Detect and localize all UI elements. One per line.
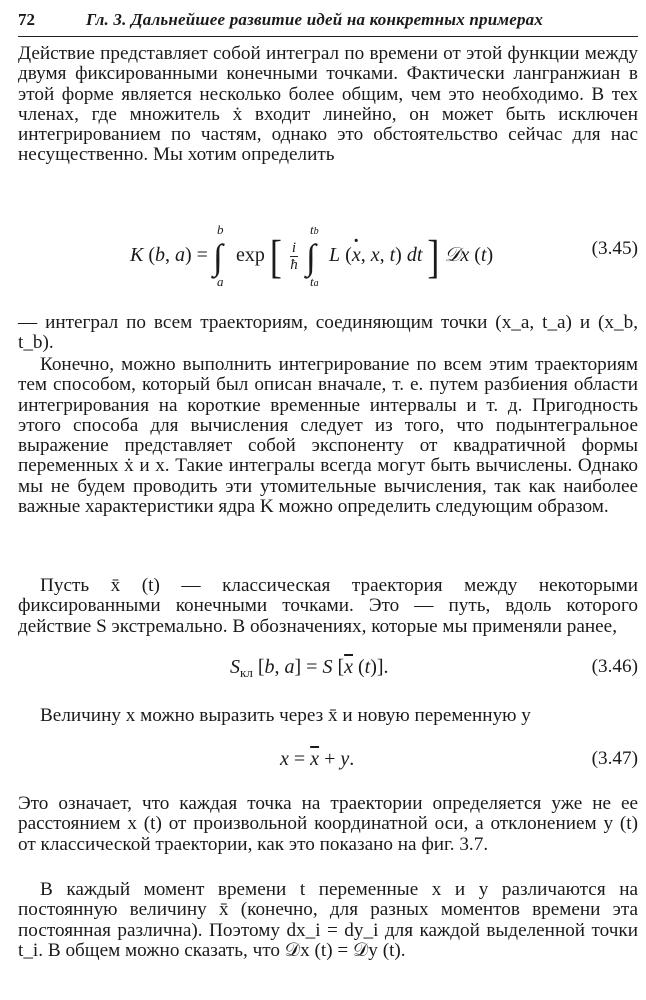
paragraph-3 <box>18 355 638 517</box>
paragraph-4-text: Пусть x̄ (t) — классическая траектория между некоторыми фиксированными конечными точками. Это — путь, вдоль которого действие S экстремально. В обозначениях, которые мы применяли ранее, <box>18 575 638 637</box>
equation-number-3-45: (3.45) <box>591 238 638 259</box>
book-page <box>18 0 638 1000</box>
paragraph-6-text: Это означает, что каждая точка на траектории определяется уже не ее расстоянием x (t) от произвольной координатной оси, а отклонением y (t) от классической траектории, как это показано на фиг. 3.7. <box>18 793 638 855</box>
paragraph-5-text: Величину x можно выразить через x̄ и новую переменную y <box>40 705 531 726</box>
paragraph-7-text: В каждый момент времени t переменные x и y различаются на постоянную величину x̄ (конечно, для разных моментов времени эта постоянная различна). Поэтому dx_i = dy_i для каждой выделенной точки t_i. В общем можно сказать, что 𝒟x (t) = 𝒟y (t). <box>18 879 638 961</box>
paragraph-3-text: Конечно, можно выполнить интегрирование по всем этим траекториям тем способом, который был описан вначале, т. е. путем разбиения области интегрирования на короткие временные интервалы и т. д. Пригодность этого способа для вычисления следует из того, что подынтегральное выражение представляет собой экспоненту от квадратичной формы переменных ẋ и x. Такие интегралы всегда могут быть вычислены. Однако мы не будем проводить эти утомительные вычисления, так как наиболее важные характеристики ядра K можно определить следующим образом. <box>18 354 638 518</box>
paragraph-2-text: — интеграл по всем траекториям, соединяющим точки (x_a, t_a) и (x_b, t_b). <box>18 312 638 354</box>
paragraph-1-text: Действие представляет собой интеграл по времени от этой функции между двумя фиксированными конечными точками. Фактически лангранжиан в этой форме является несколько более общим, чем это необходимо. В тех членах, где множитель ẋ входит линейно, он может быть исключен интегрированием по частям, однако это обстоятельство сейчас для нас несущественно. Мы хотим определить <box>18 43 638 166</box>
equation-number-3-46: (3.46) <box>591 656 638 677</box>
page-number: 72 <box>18 10 35 29</box>
paragraph-2 <box>18 313 638 354</box>
equation-3-46 <box>18 656 638 686</box>
paragraph-5 <box>18 706 638 726</box>
chapter-title: Гл. 3. Дальнейшее развитие идей на конкретных примерах <box>86 10 544 29</box>
equation-3-47 <box>18 748 638 778</box>
equation-3-47-body: $x = \overline{x} + y$. <box>280 748 355 770</box>
running-header <box>18 8 638 37</box>
paragraph-1 <box>18 44 638 166</box>
paragraph-4 <box>18 576 638 637</box>
equation-3-45-body: K (b, a) = ∫ b a exp [ $\frac{i}{ħ}$ ∫ tb ta L (· x, x, t) dt ] 𝒟x (t) <box>130 236 493 278</box>
equation-3-45 <box>18 222 638 292</box>
paragraph-7 <box>18 880 638 961</box>
paragraph-6 <box>18 794 638 855</box>
equation-3-46-body: $S_{кл}$ [b, a] = S [$\overline{x}$ (t)]. <box>230 656 389 680</box>
equation-number-3-47: (3.47) <box>591 748 638 769</box>
